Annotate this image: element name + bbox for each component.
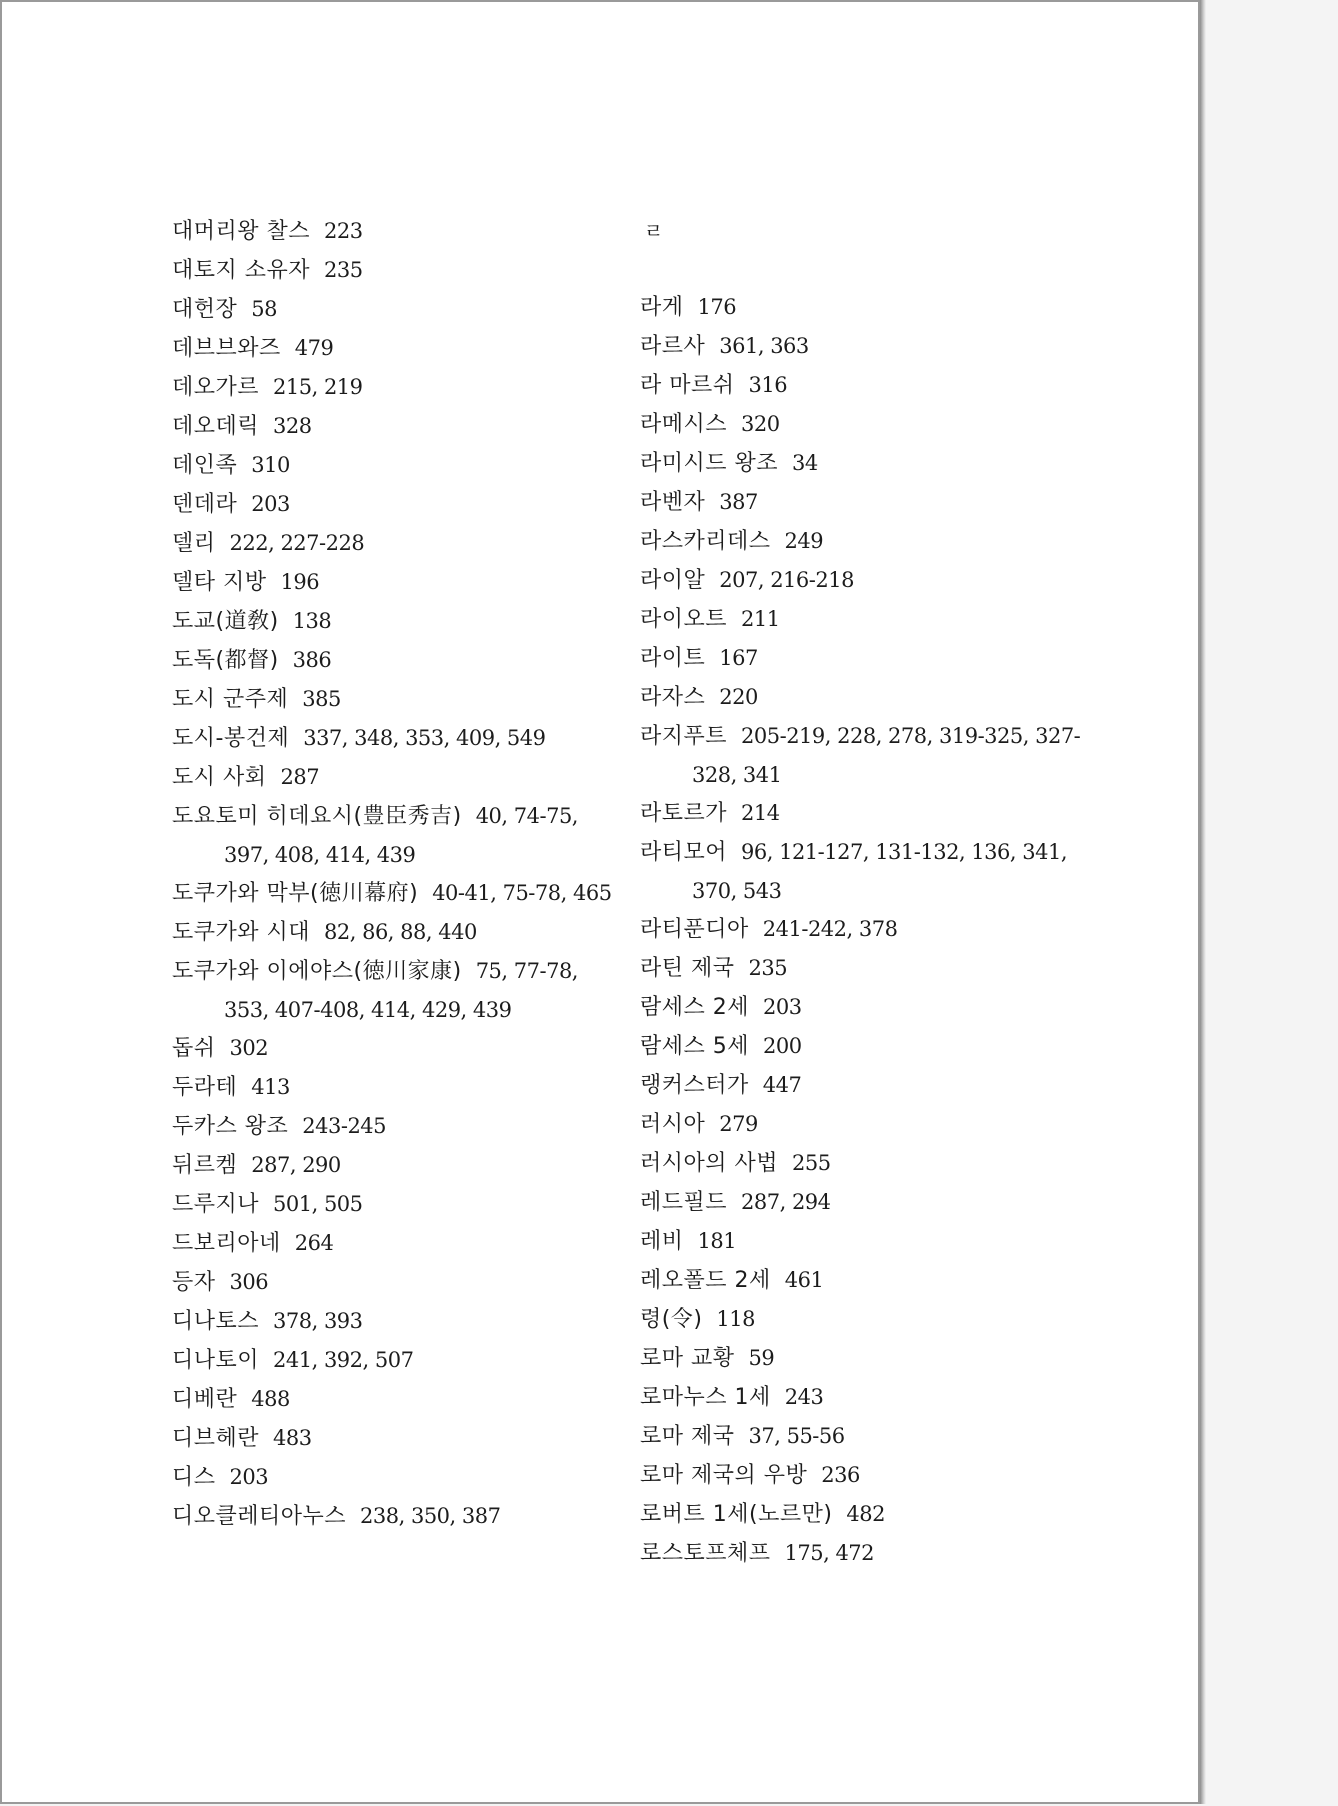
- index-page-numbers: 447: [762, 1073, 802, 1097]
- index-entry: [172, 407, 612, 446]
- index-page-numbers: 501, 505: [273, 1192, 363, 1216]
- index-entry: [640, 1456, 1080, 1495]
- index-entry: [640, 1417, 1080, 1456]
- index-entry: [172, 446, 612, 485]
- index-page-numbers: 387: [719, 490, 758, 514]
- index-page-numbers-continued: 370, 543: [692, 879, 782, 903]
- index-term: 라티모어: [640, 840, 728, 865]
- index-page-numbers: 320: [741, 412, 780, 436]
- index-entry: [640, 522, 1080, 561]
- index-entry: [640, 1222, 1080, 1261]
- index-page-numbers: 482: [846, 1502, 886, 1526]
- index-entry: [640, 678, 1080, 717]
- index-page-numbers: 175, 472: [784, 1541, 875, 1565]
- index-page-numbers: 488: [251, 1387, 290, 1411]
- index-page-numbers-continued: 353, 407-408, 414, 429, 439: [224, 998, 512, 1022]
- index-entry: [640, 949, 1080, 988]
- index-term: 뒤르켐: [172, 1153, 238, 1178]
- index-term: 델타 지방: [172, 570, 267, 595]
- index-entry: [172, 368, 612, 407]
- index-page-numbers: 167: [719, 646, 758, 670]
- index-entry: [172, 1458, 612, 1497]
- index-entry: [172, 913, 612, 952]
- index-entry: [172, 212, 612, 251]
- index-page-numbers: 386: [292, 648, 332, 672]
- index-page-numbers: 241, 392, 507: [273, 1348, 414, 1372]
- index-entry: [172, 1224, 612, 1263]
- index-term: 도쿠가와 이에야스(徳川家康): [172, 959, 462, 984]
- index-entry: [172, 251, 612, 290]
- index-term: 라미시드 왕조: [640, 451, 779, 476]
- index-term: 디나토스: [172, 1309, 260, 1334]
- index-column-left: [172, 212, 612, 1536]
- index-term: 도시 군주제: [172, 687, 289, 712]
- page-edge-shadow: [1200, 0, 1206, 1804]
- index-term: 라이알: [640, 568, 706, 593]
- index-page-numbers: 59: [748, 1346, 775, 1370]
- index-term: 람세스 2세: [640, 995, 749, 1020]
- index-entry: [172, 1380, 612, 1419]
- index-term: 디브헤란: [172, 1426, 260, 1451]
- index-page-numbers: 249: [784, 529, 824, 553]
- index-entry: [172, 641, 612, 680]
- index-entry: [172, 1185, 612, 1224]
- index-term: 대토지 소유자: [172, 258, 311, 283]
- index-page-numbers: 40-41, 75-78, 465: [432, 881, 612, 905]
- index-page-numbers: 203: [229, 1465, 269, 1489]
- index-term: 라르사: [640, 334, 706, 359]
- index-term: 도쿠가와 시대: [172, 920, 311, 945]
- index-entry: [640, 600, 1080, 639]
- index-page-numbers: 287: [280, 765, 320, 789]
- index-page-numbers: 34: [792, 451, 818, 475]
- index-entry: [172, 758, 612, 797]
- index-page-numbers: 279: [719, 1112, 758, 1136]
- index-page-numbers: 328: [273, 414, 312, 438]
- index-term: 로마 제국: [640, 1424, 735, 1449]
- index-entry: [640, 366, 1080, 405]
- index-page-numbers: 203: [251, 492, 290, 516]
- index-page-numbers: 236: [821, 1463, 860, 1487]
- index-page-numbers: 118: [716, 1307, 756, 1331]
- index-page-numbers: 413: [251, 1075, 290, 1099]
- index-term: 디스: [172, 1465, 216, 1490]
- index-entry: [640, 717, 1080, 794]
- index-page-numbers: 37, 55-56: [748, 1424, 845, 1448]
- index-page-numbers: 220: [719, 685, 758, 709]
- index-entry: [640, 833, 1080, 910]
- index-entry: [640, 1144, 1080, 1183]
- index-term: 덴데라: [172, 492, 238, 517]
- index-term: 람세스 5세: [640, 1034, 749, 1059]
- index-page-numbers: 222, 227-228: [229, 531, 365, 555]
- index-page-numbers: 207, 216-218: [719, 568, 854, 592]
- index-page-numbers: 385: [302, 687, 341, 711]
- index-term: 도요토미 히데요시(豊臣秀吉): [172, 804, 462, 829]
- index-page-numbers: 215, 219: [273, 375, 363, 399]
- index-page-numbers-continued: 328, 341: [692, 763, 782, 787]
- index-page-numbers: 243-245: [302, 1114, 387, 1138]
- index-page-numbers: 176: [697, 295, 737, 319]
- index-page-numbers-continued: 397, 408, 414, 439: [224, 843, 416, 867]
- index-entry: [172, 1302, 612, 1341]
- index-page-numbers: 461: [784, 1268, 824, 1292]
- index-page-numbers: 96, 121-127, 131-132, 136, 341,: [741, 840, 1068, 864]
- index-page-numbers: 378, 393: [273, 1309, 363, 1333]
- index-entry: [640, 1378, 1080, 1417]
- index-page-numbers: 181: [697, 1229, 737, 1253]
- index-term: 러시아: [640, 1112, 706, 1137]
- index-page-numbers: 306: [229, 1270, 269, 1294]
- index-term: 두라테: [172, 1075, 238, 1100]
- index-entry: [172, 1497, 612, 1536]
- index-page-numbers: 40, 74-75,: [475, 804, 578, 828]
- index-term: 데오가르: [172, 375, 260, 400]
- index-page-numbers: 211: [741, 607, 780, 631]
- index-entry: [640, 639, 1080, 678]
- index-page-numbers: 238, 350, 387: [360, 1504, 501, 1528]
- index-term: 라이오트: [640, 607, 728, 632]
- index-entry: [640, 561, 1080, 600]
- index-entry: [640, 1300, 1080, 1339]
- index-term: 레비: [640, 1229, 684, 1254]
- index-term: 디오클레티아누스: [172, 1504, 347, 1529]
- index-page-numbers: 223: [324, 219, 363, 243]
- index-entry: [172, 602, 612, 641]
- index-entry: [640, 1183, 1080, 1222]
- index-page-numbers: 205-219, 228, 278, 319-325, 327-: [741, 724, 1081, 748]
- index-term: 라토르가: [640, 801, 728, 826]
- index-term: 로마 제국의 우방: [640, 1463, 808, 1488]
- index-entry: [640, 910, 1080, 949]
- index-entry: [172, 1068, 612, 1107]
- index-page-numbers: 75, 77-78,: [475, 959, 578, 983]
- index-term: 라 마르쉬: [640, 373, 735, 398]
- index-entry: [172, 329, 612, 368]
- index-page-numbers: 479: [294, 336, 334, 360]
- index-term: 등자: [172, 1270, 216, 1295]
- index-entry: [172, 524, 612, 563]
- index-term: 돕쉬: [172, 1036, 216, 1061]
- index-term: 디베란: [172, 1387, 238, 1412]
- index-page-numbers: 196: [280, 570, 320, 594]
- index-term: 로스토프체프: [640, 1541, 771, 1566]
- index-entry: [172, 1341, 612, 1380]
- index-page-numbers: 235: [324, 258, 363, 282]
- index-entry: [172, 874, 612, 913]
- index-page-numbers: 203: [763, 995, 802, 1019]
- index-term: 령(令): [640, 1307, 703, 1332]
- index-term: 디나토이: [172, 1348, 260, 1373]
- index-term: 라이트: [640, 646, 706, 671]
- index-entry: [640, 1066, 1080, 1105]
- index-term: 대헌장: [172, 297, 238, 322]
- index-term: 데인족: [172, 453, 238, 478]
- index-page-numbers: 264: [294, 1231, 334, 1255]
- index-entry: [640, 444, 1080, 483]
- index-entry: [172, 680, 612, 719]
- index-entry: [172, 290, 612, 329]
- index-entry: [640, 483, 1080, 522]
- index-entry: [640, 327, 1080, 366]
- index-term: 라메시스: [640, 412, 728, 437]
- index-entry: [172, 952, 612, 1029]
- index-entry: [172, 485, 612, 524]
- index-entry: [640, 288, 1080, 327]
- index-entry: [172, 563, 612, 602]
- index-entry: [172, 1419, 612, 1458]
- index-entry: [640, 1027, 1080, 1066]
- index-page-numbers: 214: [741, 801, 780, 825]
- index-term: 대머리왕 찰스: [172, 219, 311, 244]
- index-page-numbers: 200: [763, 1034, 802, 1058]
- index-entry: [640, 794, 1080, 833]
- index-term: 레드필드: [640, 1190, 728, 1215]
- index-term: 도시 사회: [172, 765, 267, 790]
- index-term: 라티푼디아: [640, 917, 749, 942]
- index-entry: [640, 405, 1080, 444]
- index-page-numbers: 82, 86, 88, 440: [324, 920, 477, 944]
- index-entry: [640, 1339, 1080, 1378]
- index-term: 러시아의 사법: [640, 1151, 779, 1176]
- index-term: 라지푸트: [640, 724, 728, 749]
- index-term: 드보리아네: [172, 1231, 281, 1256]
- index-term: 라스카리데스: [640, 529, 771, 554]
- index-term: 라벤자: [640, 490, 706, 515]
- index-entry: [172, 1107, 612, 1146]
- index-term: 델리: [172, 531, 216, 556]
- index-term: 랭커스터가: [640, 1073, 749, 1098]
- index-term: 데오데릭: [172, 414, 260, 439]
- index-page-numbers: 361, 363: [719, 334, 809, 358]
- index-entry: [172, 797, 612, 874]
- index-column-right: [640, 212, 1080, 1573]
- index-term: 라게: [640, 295, 684, 320]
- index-term: 라자스: [640, 685, 706, 710]
- index-entry: [172, 1263, 612, 1302]
- index-term: 레오폴드 2세: [640, 1268, 771, 1293]
- index-entry: [172, 1029, 612, 1068]
- index-page-numbers: 483: [273, 1426, 312, 1450]
- index-term: 도독(都督): [172, 648, 279, 673]
- index-page-numbers: 241-242, 378: [762, 917, 898, 941]
- index-page-numbers: 287, 294: [741, 1190, 831, 1214]
- index-term: 데브브와즈: [172, 336, 281, 361]
- index-entry: [640, 1105, 1080, 1144]
- index-term: 도교(道敎): [172, 609, 279, 634]
- index-term: 로마 교황: [640, 1346, 735, 1371]
- index-page-numbers: 58: [251, 297, 277, 321]
- index-page-numbers: 138: [292, 609, 332, 633]
- index-page-numbers: 235: [748, 956, 788, 980]
- index-page-numbers: 255: [792, 1151, 831, 1175]
- index-entry: [172, 1146, 612, 1185]
- index-page-numbers: 337, 348, 353, 409, 549: [303, 726, 546, 750]
- index-page-numbers: 287, 290: [251, 1153, 341, 1177]
- index-term: 드루지나: [172, 1192, 260, 1217]
- index-term: 로버트 1세(노르만): [640, 1502, 833, 1527]
- index-page-numbers: 310: [251, 453, 290, 477]
- index-term: 라틴 제국: [640, 956, 735, 981]
- index-term: 두카스 왕조: [172, 1114, 289, 1139]
- index-page-numbers: 243: [784, 1385, 824, 1409]
- index-entry: [640, 1261, 1080, 1300]
- index-entry: [640, 1495, 1080, 1534]
- index-entry: [640, 1534, 1080, 1573]
- section-heading-rieul: ㄹ: [644, 219, 664, 243]
- index-term: 도시-봉건제: [172, 726, 290, 751]
- index-page-numbers: 316: [748, 373, 788, 397]
- index-entry: [640, 988, 1080, 1027]
- index-term: 도쿠가와 막부(徳川幕府): [172, 881, 419, 906]
- index-term: 로마누스 1세: [640, 1385, 771, 1410]
- index-page-numbers: 302: [229, 1036, 269, 1060]
- index-entry: [172, 719, 612, 758]
